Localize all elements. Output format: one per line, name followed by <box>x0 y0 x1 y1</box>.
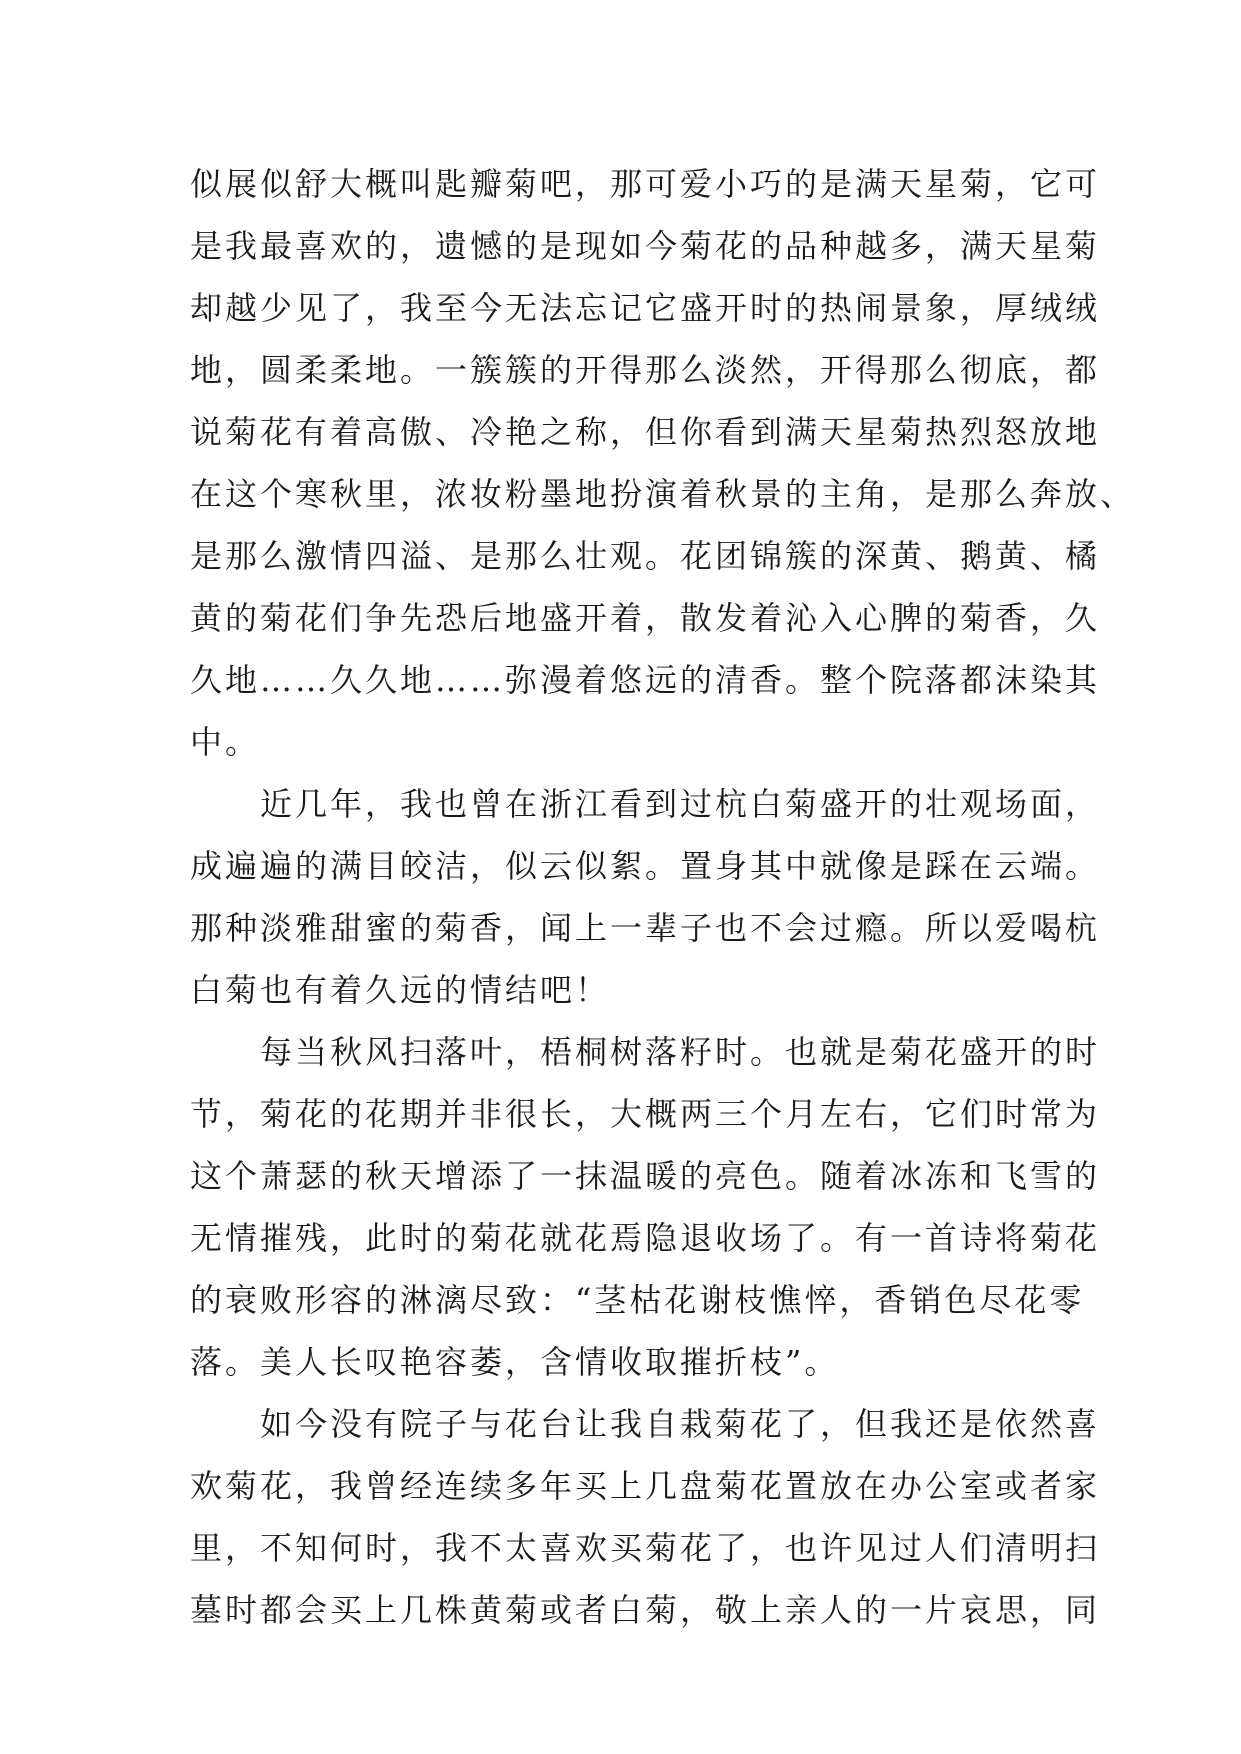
text-line: 似展似舒大概叫匙瓣菊吧，那可爱小巧的是满天星菊，它可 <box>190 165 1101 203</box>
text-line: 里，不知何时，我不太喜欢买菊花了，也许见过人们清明扫 <box>190 1529 1101 1567</box>
text-line: 那种淡雅甜蜜的菊香，闻上一辈子也不会过瘾。所以爱喝杭 <box>190 909 1101 947</box>
text-line: 却越少见了，我至今无法忘记它盛开时的热闹景象，厚绒绒 <box>190 289 1101 327</box>
paragraph-start-line: 近几年，我也曾在浙江看到过杭白菊盛开的壮观场面， <box>260 785 1101 823</box>
text-line: 是我最喜欢的，遗憾的是现如今菊花的品种越多，满天星菊 <box>190 227 1101 265</box>
paragraph-start-line: 每当秋风扫落叶，梧桐树落籽时。也就是菊花盛开的时 <box>260 1033 1101 1071</box>
text-line: 说菊花有着高傲、冷艳之称，但你看到满天星菊热烈怒放地 <box>190 413 1101 451</box>
text-line: 的衰败形容的淋漓尽致：“茎枯花谢枝憔悴，香销色尽花零 <box>190 1281 1085 1319</box>
text-line: 这个萧瑟的秋天增添了一抹温暖的亮色。随着冰冻和飞雪的 <box>190 1157 1101 1195</box>
text-line: 中。 <box>190 723 261 761</box>
text-line: 成遍遍的满目皎洁，似云似絮。置身其中就像是踩在云端。 <box>190 847 1101 885</box>
text-line: 久地……久久地……弥漫着悠远的清香。整个院落都沫染其 <box>190 661 1101 699</box>
text-line: 落。美人长叹艳容萎，含情收取摧折枝”。 <box>190 1343 840 1381</box>
text-line: 白菊也有着久远的情结吧！ <box>190 971 611 1009</box>
text-line: 地，圆柔柔地。一簇簇的开得那么淡然，开得那么彻底，都 <box>190 351 1101 389</box>
text-line: 无情摧残，此时的菊花就花焉隐退收场了。有一首诗将菊花 <box>190 1219 1101 1257</box>
text-line: 墓时都会买上几株黄菊或者白菊，敬上亲人的一片哀思，同 <box>190 1591 1101 1629</box>
text-line: 节，菊花的花期并非很长，大概两三个月左右，它们时常为 <box>190 1095 1101 1133</box>
text-line: 欢菊花，我曾经连续多年买上几盘菊花置放在办公室或者家 <box>190 1467 1101 1505</box>
text-line: 是那么激情四溢、是那么壮观。花团锦簇的深黄、鹅黄、橘 <box>190 537 1101 575</box>
text-line: 黄的菊花们争先恐后地盛开着，散发着沁入心脾的菊香，久 <box>190 599 1101 637</box>
body-text <box>190 153 1136 1641</box>
text-line: 在这个寒秋里，浓妆粉墨地扮演着秋景的主角，是那么奔放、 <box>190 475 1136 513</box>
paragraph-start-line: 如今没有院子与花台让我自栽菊花了，但我还是依然喜 <box>260 1405 1101 1443</box>
